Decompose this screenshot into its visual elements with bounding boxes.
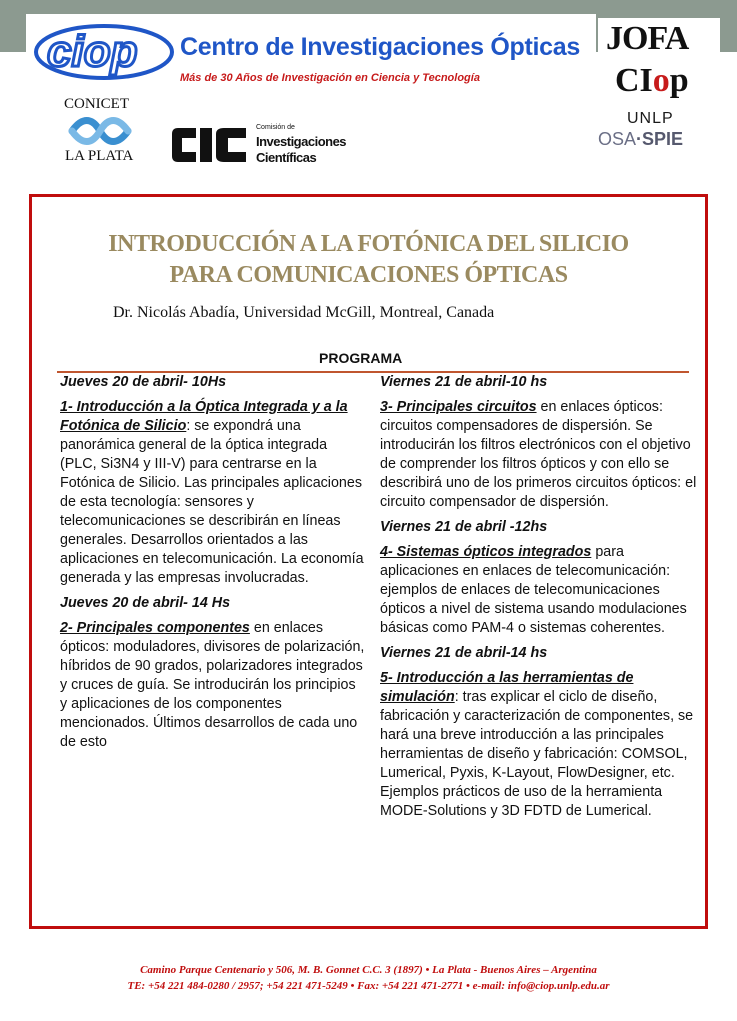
session-text: en enlaces ópticos: circuitos compensadores de dispersión. Se introducirán los filtros electrónicos con el objetivo de comprender los filtros ópticos y con ello se describirá uno de los primeros circuitos ópticos: el circuito compensador de dispersión. <box>380 399 697 510</box>
session-text: : tras explicar el ciclo de diseño, fabricación y caracterización de componentes, se hará una breve introducción a las principales herramientas de diseño y fabricación: COMSOL, Lumerical, Pyxis, K-Layout, FlowDesigner, etc. Ejemplos prácticos de uso de la herramienta MODE-Solutions y 3D FDTD de Lumerical. <box>380 689 694 819</box>
ciop-logo <box>33 22 175 82</box>
session-when: Jueves 20 de abril- 14 Hs <box>60 595 231 611</box>
jofa-ciop-logo: CIop <box>615 62 689 99</box>
conicet-la-plata-label: LA PLATA <box>65 148 134 164</box>
org-name: Centro de Investigaciones Ópticas <box>180 33 580 61</box>
programa-heading: PROGRAMA <box>319 350 403 366</box>
footer-contact: TE: +54 221 484-0280 / 2957; +54 221 471-5249 • Fax: +54 221 471-2771 • e-mail: info@ciop.unlp.edu.ar <box>127 980 610 992</box>
session-text: : se expondrá una panorámica general de la óptica integrada (PLC, Si3N4 y III-V) para centrarse en la Fotónica de Silicio. Las principales aplicaciones de esta tecnología: sensores y telecomunicaciones se describirán en líneas generales. Desarrollos orientados a las aplicaciones en telecomunicación. La economía generada y las empresas involucradas. <box>60 418 364 586</box>
session-topic: 3- Principales circuitos <box>380 399 537 415</box>
session-when: Viernes 21 de abril-10 hs <box>380 374 548 390</box>
speaker: Dr. Nicolás Abadía, Universidad McGill, Montreal, Canada <box>113 304 495 321</box>
cic-logo-icon <box>170 124 250 166</box>
footer-address: Camino Parque Centenario y 506, M. B. Gonnet C.C. 3 (1897) • La Plata - Buenos Aires – Argentina <box>140 964 597 976</box>
course-title-line2: PARA COMUNICACIONES ÓPTICAS <box>169 262 568 288</box>
unlp-label: UNLP <box>627 110 674 127</box>
jofa-logo: JOFA <box>606 20 689 57</box>
conicet-label: CONICET <box>64 96 129 112</box>
course-title-line1: INTRODUCCIÓN A LA FOTÓNICA DEL SILICIO <box>108 231 629 257</box>
svg-text:ciop: ciop <box>47 27 138 76</box>
conicet-logo-icon <box>68 113 132 149</box>
cic-label-line2: Científicas <box>256 150 317 165</box>
header-band-right <box>718 0 737 52</box>
org-tagline: Más de 30 Años de Investigación en Ciencia y Tecnología <box>180 72 480 84</box>
cic-label-line1: Investigaciones <box>256 134 347 149</box>
session-topic: 4- Sistemas ópticos integrados <box>380 544 592 560</box>
session-when: Viernes 21 de abril-14 hs <box>380 645 548 661</box>
session-description <box>380 398 698 512</box>
session-text: en enlaces ópticos: moduladores, divisores de polarización, híbridos de 90 grados, polarizadores integrados y cruces de guía. Se introducirán los principios y aplicaciones de los componentes mencionados. Últimos desarrollos de cada uno de esto <box>60 620 365 750</box>
session-when: Viernes 21 de abril -12hs <box>380 519 548 535</box>
session-topic: 1- Introducción a la Óptica Integrada y a la Fotónica de Silicio <box>60 399 348 434</box>
session-topic: 5- Introducción a las herramientas de simulación <box>380 670 634 705</box>
program-column-left <box>60 373 366 758</box>
session-text: para aplicaciones en enlaces de telecomunicación: ejemplos de enlaces de telecomunicaciones ópticos a nivel de sistema usando modulaciones básicas como PAM-4 o sistemas coherentes. <box>380 544 687 636</box>
osa-spie-logo: OSA·SPIE <box>598 129 684 149</box>
session-description <box>60 398 366 588</box>
spie-label: SPIE <box>642 129 684 149</box>
session-when: Jueves 20 de abril- 10Hs <box>60 374 227 390</box>
cic-label-small: Comisión de <box>256 124 295 131</box>
session-topic: 2- Principales componentes <box>60 620 250 636</box>
osa-label: OSA <box>598 129 637 149</box>
session-description <box>60 619 366 752</box>
session-description <box>380 543 698 638</box>
session-description <box>380 669 698 821</box>
program-column-right <box>380 373 698 827</box>
